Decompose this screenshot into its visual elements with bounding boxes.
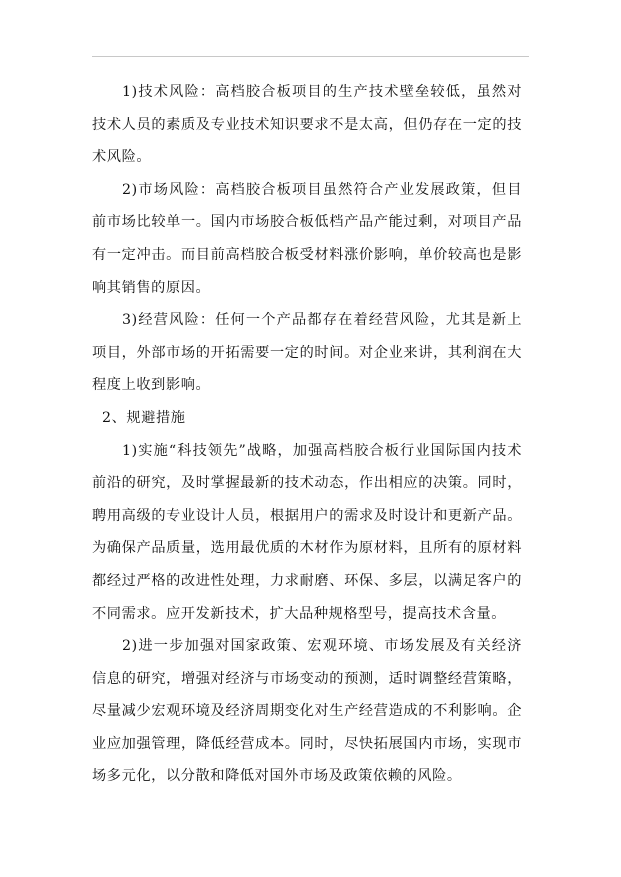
paragraph-measure-policy: 2)进一步加强对国家政策、宏观环境、市场发展及有关经济信息的研究，增强对经济与市场变动的预测，适时调整经营策略，尽量减少宏观环境及经济周期变化对生产经营造成的不利影响。企业应加强管理，降低经营成本。同时，尽快拓展国内市场，实现市场多元化，以分散和降低对国外市场及政策依赖的风险。 xyxy=(92,638,522,785)
document-body xyxy=(92,76,522,793)
paragraph-technical-risk: 1)技术风险：高档胶合板项目的生产技术壁垒较低，虽然对技术人员的素质及专业技术知识要求不是太高，但仍存在一定的技术风险。 xyxy=(92,84,522,166)
header-divider xyxy=(92,56,529,57)
paragraph-market-risk: 2)市场风险：高档胶合板项目虽然符合产业发展政策，但目前市场比较单一。国内市场胶合板低档产品产能过剩，对项目产品有一定冲击。而目前高档胶合板受材料涨价影响，单价较高也是影响其销售的原因。 xyxy=(92,181,522,296)
paragraph-operational-risk: 3)经营风险：任何一个产品都存在着经营风险，尤其是新上项目，外部市场的开拓需要一定的时间。对企业来讲，其利润在大程度上收到影响。 xyxy=(92,312,522,394)
paragraph-measure-technology: 1)实施“科技领先”战略，加强高档胶合板行业国际国内技术前沿的研究，及时掌握最新的技术动态，作出相应的决策。同时，聘用高级的专业设计人员，根据用户的需求及时设计和更新产品。为确保产品质量，选用最优质的木材作为原材料，且所有的原材料都经过严格的改进性处理，力求耐磨、环保、多层，以满足客户的不同需求。应开发新技术，扩大品种规格型号，提高技术含量。 xyxy=(92,442,522,622)
section-heading: 2、规避措施 xyxy=(102,409,186,426)
